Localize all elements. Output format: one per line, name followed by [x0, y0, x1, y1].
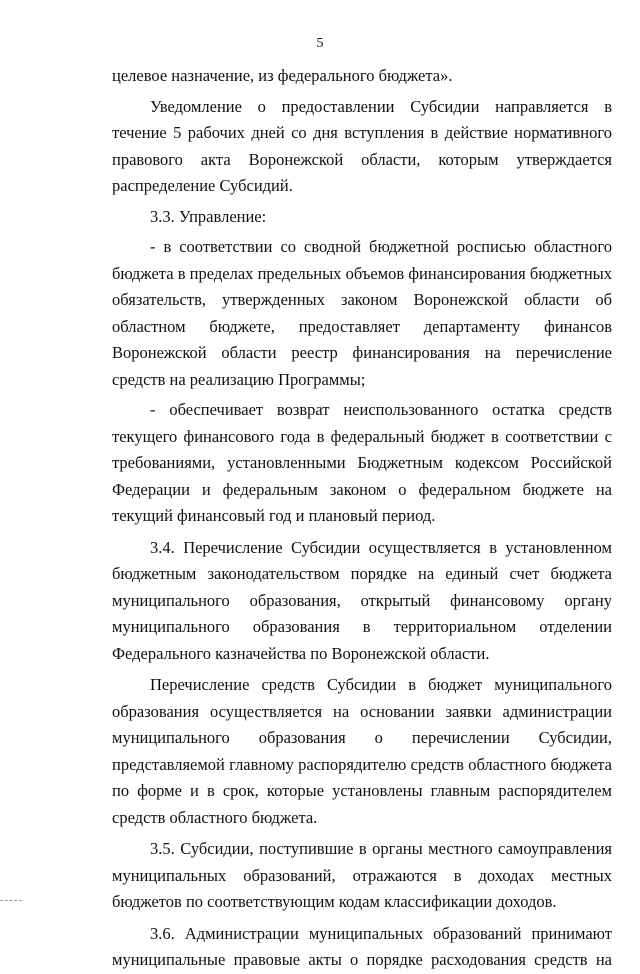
paragraph-section-3-4: 3.4. Перечисление Субсидии осуществляется в установленном бюджетным законодательством порядке на единый счет бюджета муниципального образования, открытый финансовому органу муниципального образования в территориальном отделении Федерального казначейства по Воронежской области.	[112, 537, 612, 663]
paragraph-section-3-6: 3.6. Администрации муниципальных образований принимают муниципальные правовые акты о порядке расходования средств на	[112, 923, 612, 969]
page-number: 5	[316, 36, 324, 51]
paragraph-transfer: Перечисление средств Субсидии в бюджет муниципального образования осуществляется на основании заявки администрации муниципального образования о перечислении Субсидии, представляемой главному распорядителю средств областного бюджета по форме и в срок, которые установлены главным распорядителем средств областного бюджета.	[112, 675, 612, 827]
document-body	[112, 63, 612, 974]
paragraph-continuation: целевое назначение, из федерального бюджета».	[112, 66, 453, 85]
paragraph-section-3-5: 3.5. Субсидии, поступившие в органы местного самоуправления муниципальных образований, отражаются в доходах местных бюджетов по соответствующим кодам классификации доходов.	[112, 839, 612, 911]
scan-edge-mark	[0, 900, 22, 905]
paragraph-section-3-3: 3.3. Управление:	[150, 206, 267, 226]
paragraph-return: - обеспечивает возврат неиспользованного остатка средств текущего финансового года в федеральный бюджет в соответствии с требованиями, установленными Бюджетным кодексом Российской Федерации и федеральным законом о федеральном бюджете на текущий финансовый год и плановый период.	[112, 400, 612, 525]
paragraph-notification: Уведомление о предоставлении Субсидии направляется в течение 5 рабочих дней со дня вступления в действие нормативного правового акта Воронежской области, которым утверждается распределение Субсидий.	[112, 96, 612, 195]
paragraph-registry: - в соответствии со сводной бюджетной росписью областного бюджета в пределах предельных объемов финансирования бюджетных обязательств, утвержденных законом Воронежской области об областном бюджете, предоставляет департаменту финансов Воронежской области реестр финансирования на перечисление средств на реализацию Программы;	[112, 237, 612, 389]
